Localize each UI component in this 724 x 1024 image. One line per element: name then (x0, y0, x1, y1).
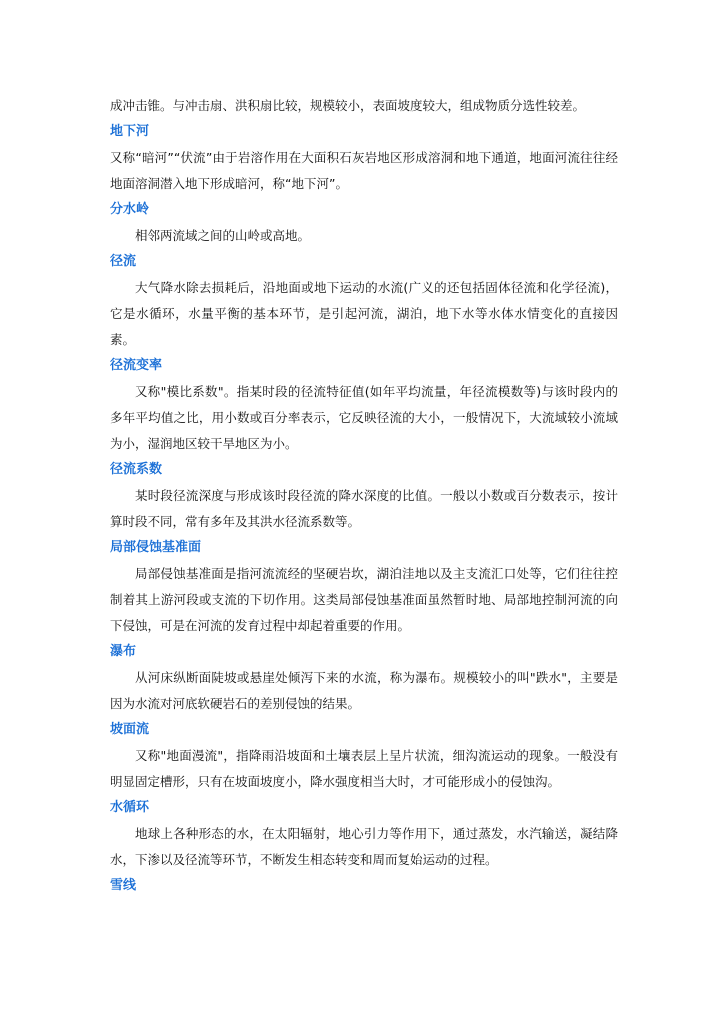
term-jingliu: 径流 (110, 254, 137, 269)
term-jingliu-xishu: 径流系数 (110, 462, 163, 477)
definition-jingliu: 大气降水除去损耗后，沿地面或地下运动的水流(广义的还包括固体径流和化学径流)，它是水循环，水量平衡的基本环节，是引起河流，湖泊，地下水等水体水情变化的直接因素。 (110, 280, 618, 347)
term-pubu: 瀑布 (110, 644, 137, 659)
definition-jingliu-bianlv: 又称"模比系数"。指某时段的径流特征值(如年平均流量，年径流模数等)与该时段内的多年平均值之比，用小数或百分率表示，它反映径流的大小，一般情况下，大流域较小流域为小，湿润地区较干旱地区为小。 (110, 384, 618, 451)
term-shuixunhuan: 水循环 (110, 800, 150, 815)
term-jingliu-bianlv: 径流变率 (110, 358, 163, 373)
definition-dixiahe: 又称“暗河”“伏流”由于岩溶作用在大面积石灰岩地区形成溶洞和地下通道，地面河流往往经地面溶洞潜入地下形成暗河，称“地下河”。 (110, 150, 618, 191)
term-dixiahe: 地下河 (110, 124, 150, 139)
definition-shuixunhuan: 地球上各种形态的水，在太阳辐射，地心引力等作用下，通过蒸发，水汽输送，凝结降水，下渗以及径流等环节，不断发生相态转变和周而复始运动的过程。 (110, 826, 618, 867)
definition-pomianliu: 又称"地面漫流"，指降雨沿坡面和土壤表层上呈片状流，细沟流运动的现象。一般没有明显固定槽形，只有在坡面坡度小，降水强度相当大时，才可能形成小的侵蚀沟。 (110, 748, 618, 789)
term-jubu-qinshi-jizhunmian: 局部侵蚀基准面 (110, 540, 202, 555)
document-page (110, 93, 618, 899)
term-fenshuiling: 分水岭 (110, 202, 150, 217)
definition-jingliu-xishu: 某时段径流深度与形成该时段径流的降水深度的比值。一般以小数或百分数表示，按计算时段不同，常有多年及其洪水径流系数等。 (110, 488, 618, 529)
term-xuexian: 雪线 (110, 878, 137, 893)
definition-fenshuiling: 相邻两流域之间的山岭或高地。 (135, 228, 311, 243)
paragraph-chongjizhui: 成冲击锥。与冲击扇、洪积扇比较，规模较小，表面坡度较大，组成物质分选性较差。 (110, 98, 586, 113)
term-pomianliu: 坡面流 (110, 722, 150, 737)
definition-pubu: 从河床纵断面陡坡或悬崖处倾泻下来的水流，称为瀑布。规模较小的叫"跌水"，主要是因为水流对河底软硬岩石的差别侵蚀的结果。 (110, 670, 618, 711)
definition-jubu-qinshi-jizhunmian: 局部侵蚀基准面是指河流流经的坚硬岩坎，湖泊洼地以及主支流汇口处等，它们往往控制着其上游河段或支流的下切作用。这类局部侵蚀基准面虽然暂时地、局部地控制河流的向下侵蚀，可是在河流的发育过程中却起着重要的作用。 (110, 566, 618, 633)
